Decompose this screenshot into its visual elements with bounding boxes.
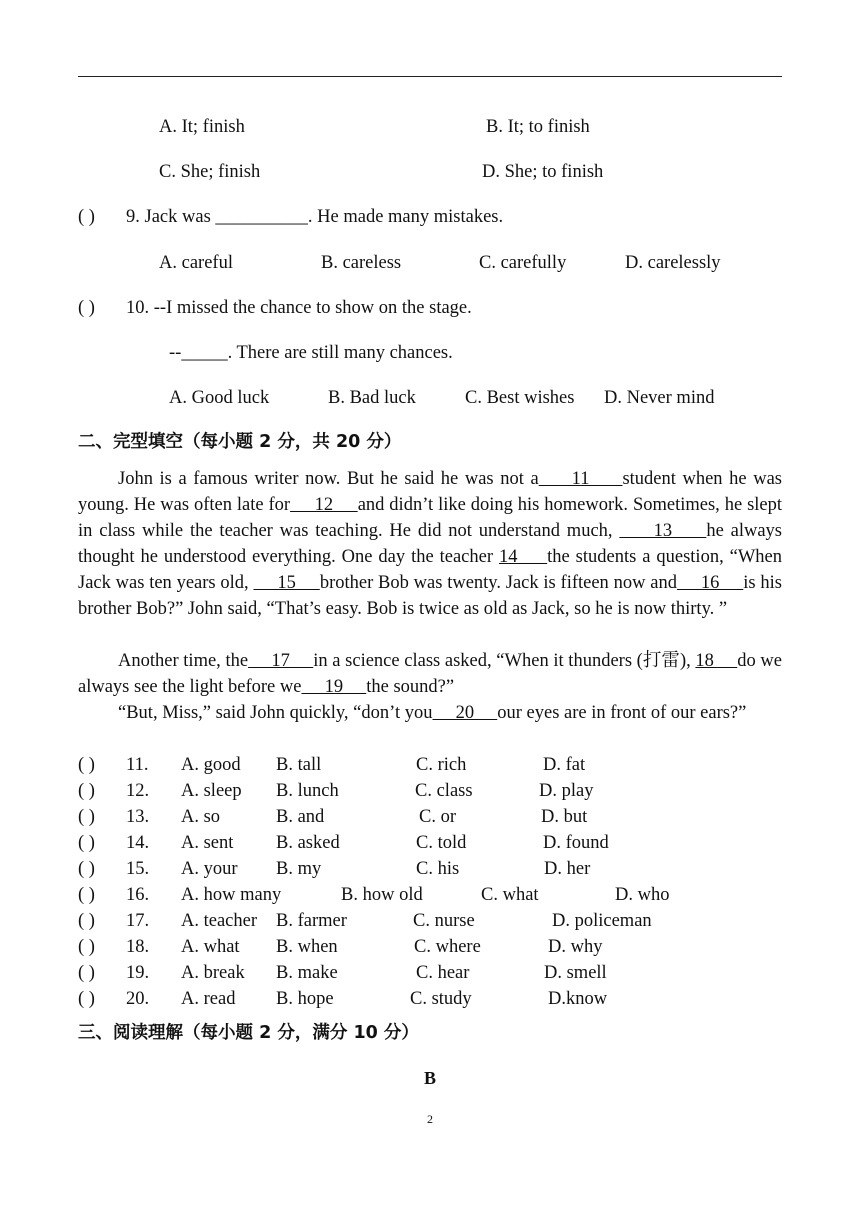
option-d: D. but bbox=[541, 807, 588, 827]
option-d: D. smell bbox=[544, 963, 607, 983]
option-a: A. your bbox=[181, 859, 238, 879]
answer-bracket: ( ) bbox=[78, 755, 95, 775]
q10-option-b: B. Bad luck bbox=[328, 388, 416, 408]
option-c: C. his bbox=[416, 859, 460, 879]
q9-option-a: A. careful bbox=[159, 253, 233, 273]
option-b: B. hope bbox=[276, 989, 334, 1009]
answer-bracket: ( ) bbox=[78, 937, 95, 957]
page-number: 2 bbox=[427, 1112, 433, 1126]
question-number: 18. bbox=[126, 937, 150, 957]
option-a: A. teacher bbox=[181, 911, 258, 931]
q10-answer-bracket: ( ) bbox=[78, 298, 95, 318]
answer-bracket: ( ) bbox=[78, 885, 95, 905]
blank-14: 14 bbox=[498, 547, 548, 567]
option-b: B. when bbox=[276, 937, 338, 957]
question-number: 19. bbox=[126, 963, 150, 983]
option-d: D. who bbox=[615, 885, 670, 905]
option-c: C. where bbox=[414, 937, 481, 957]
option-row bbox=[78, 882, 782, 908]
q10-reply: --_____. There are still many chances. bbox=[169, 343, 453, 363]
question-number: 11. bbox=[126, 755, 149, 775]
question-number: 14. bbox=[126, 833, 150, 853]
blank-18: 18 bbox=[695, 651, 738, 671]
answer-bracket: ( ) bbox=[78, 833, 95, 853]
option-c: C. what bbox=[481, 885, 539, 905]
q10-stem: 10. --I missed the chance to show on the stage. bbox=[126, 298, 472, 318]
q8-option-d: D. She; to finish bbox=[482, 162, 604, 182]
q8-option-c: C. She; finish bbox=[159, 162, 261, 182]
blank-12: 12 bbox=[290, 495, 358, 515]
option-row bbox=[78, 778, 782, 804]
option-row bbox=[78, 830, 782, 856]
blank-13: 13 bbox=[619, 521, 707, 541]
q8-option-a: A. It; finish bbox=[159, 117, 245, 137]
q9-option-d: D. carelessly bbox=[625, 253, 721, 273]
q8-option-b: B. It; to finish bbox=[486, 117, 590, 137]
answer-bracket: ( ) bbox=[78, 807, 95, 827]
option-a: A. so bbox=[181, 807, 221, 827]
answer-bracket: ( ) bbox=[78, 781, 95, 801]
passage-paragraph-3: “But, Miss,” said John quickly, “don’t you 20 our eyes are in front of our ears?” bbox=[118, 703, 747, 723]
option-d: D.know bbox=[548, 989, 608, 1009]
blank-15: 15 bbox=[253, 573, 320, 593]
option-a: A. read bbox=[181, 989, 236, 1009]
answer-bracket: ( ) bbox=[78, 859, 95, 879]
q9-option-c: C. carefully bbox=[479, 253, 567, 273]
option-b: B. and bbox=[276, 807, 325, 827]
q10-option-d: D. Never mind bbox=[604, 388, 715, 408]
question-number: 12. bbox=[126, 781, 150, 801]
question-number: 20. bbox=[126, 989, 150, 1009]
q10-option-c: C. Best wishes bbox=[465, 388, 575, 408]
option-row bbox=[78, 960, 782, 986]
option-a: A. what bbox=[181, 937, 240, 957]
passage-paragraph-2: Another time, the 17 in a science class asked, “When it thunders (打雷), 18 do we always see the light before we 19 the sound?” bbox=[78, 651, 783, 697]
option-a: A. sleep bbox=[181, 781, 242, 801]
option-c: C. nurse bbox=[413, 911, 475, 931]
option-d: D. found bbox=[543, 833, 609, 853]
option-d: D. her bbox=[544, 859, 591, 879]
option-a: A. sent bbox=[181, 833, 234, 853]
question-number: 15. bbox=[126, 859, 150, 879]
option-d: D. play bbox=[539, 781, 594, 801]
option-a: A. break bbox=[181, 963, 245, 983]
option-c: C. or bbox=[419, 807, 456, 827]
option-d: D. policeman bbox=[552, 911, 652, 931]
header-rule bbox=[78, 76, 782, 77]
option-row bbox=[78, 934, 782, 960]
question-number: 13. bbox=[126, 807, 150, 827]
q9-option-b: B. careless bbox=[321, 253, 402, 273]
option-b: B. how old bbox=[341, 885, 423, 905]
blank-19: 19 bbox=[301, 677, 367, 697]
option-b: B. farmer bbox=[276, 911, 347, 931]
option-row bbox=[78, 752, 782, 778]
blank-17: 17 bbox=[248, 651, 314, 671]
option-a: A. good bbox=[181, 755, 241, 775]
q9-stem: 9. Jack was __________. He made many mistakes. bbox=[126, 207, 504, 227]
option-c: C. hear bbox=[416, 963, 470, 983]
option-b: B. asked bbox=[276, 833, 340, 853]
option-c: C. class bbox=[415, 781, 473, 801]
blank-20: 20 bbox=[432, 703, 498, 723]
passage-paragraph-1: John is a famous writer now. But he said he was not a 11 student when he was young. He was often late for 12 and didn’t like doing his homework. Sometimes, he slept in class while the teacher was teaching. He did not understand much, 13 he always thought he understood everything. One day the teacher 14 the students a question, “When Jack was ten years old, 15 brother Bob was twenty. Jack is fifteen now and 16 is his brother Bob?” John said, “That’s easy. Bob is twice as old as Jack, so he is now thirty. ” bbox=[78, 469, 783, 619]
option-c: C. rich bbox=[416, 755, 467, 775]
option-d: D. fat bbox=[543, 755, 586, 775]
question-number: 16. bbox=[126, 885, 150, 905]
option-b: B. my bbox=[276, 859, 322, 879]
option-row bbox=[78, 804, 782, 830]
option-row bbox=[78, 986, 782, 1012]
blank-11: 11 bbox=[538, 469, 623, 489]
q9-answer-bracket: ( ) bbox=[78, 207, 95, 227]
option-b: B. lunch bbox=[276, 781, 339, 801]
section3-heading: 三、阅读理解（每小题 2 分，满分 10 分） bbox=[78, 1023, 419, 1043]
answer-bracket: ( ) bbox=[78, 989, 95, 1009]
option-c: C. study bbox=[410, 989, 472, 1009]
option-row bbox=[78, 856, 782, 882]
option-b: B. tall bbox=[276, 755, 322, 775]
option-c: C. told bbox=[416, 833, 467, 853]
option-b: B. make bbox=[276, 963, 338, 983]
answer-bracket: ( ) bbox=[78, 963, 95, 983]
option-d: D. why bbox=[548, 937, 603, 957]
option-row bbox=[78, 908, 782, 934]
section2-heading: 二、完型填空（每小题 2 分，共 20 分） bbox=[78, 432, 402, 452]
question-number: 17. bbox=[126, 911, 150, 931]
answer-bracket: ( ) bbox=[78, 911, 95, 931]
option-a: A. how many bbox=[181, 885, 282, 905]
blank-16: 16 bbox=[676, 573, 744, 593]
q10-option-a: A. Good luck bbox=[169, 388, 270, 408]
reading-part-label: B bbox=[423, 1068, 436, 1088]
